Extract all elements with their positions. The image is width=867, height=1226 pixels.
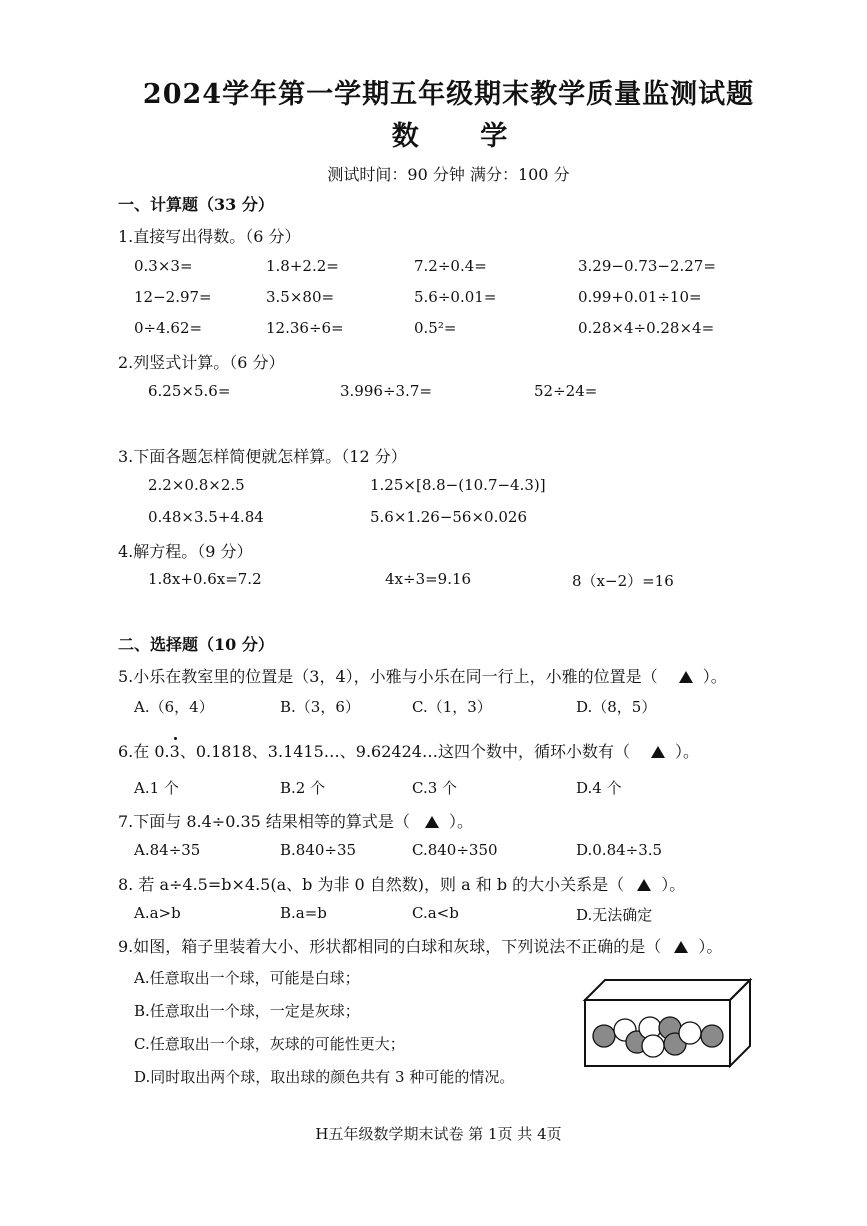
option-a: A.1 个 (134, 779, 179, 797)
calc-item: 0.5²= (414, 319, 457, 337)
option-d: D.（8，5） (576, 698, 657, 716)
calc-item: 5.6×1.26−56×0.026 (370, 508, 527, 526)
question-stem-pre: 6.在 0. (118, 742, 170, 761)
calc-item: 3.29−0.73−2.27= (578, 257, 716, 275)
question-stem: 、0.1818、3.1415…、9.62424…这四个数中，循环小数有（ (179, 742, 630, 761)
question-end: ）。 (702, 667, 727, 686)
question-title: 2.列竖式计算。（6 分） (118, 353, 285, 372)
option-d: D.4 个 (576, 779, 622, 797)
option-a: A.84÷35 (134, 841, 201, 859)
option-d: D.无法确定 (576, 906, 653, 924)
calc-item: 2.2×0.8×2.5 (148, 476, 245, 494)
answer-triangle-icon (637, 879, 651, 891)
gray-ball (701, 1025, 723, 1047)
calc-item: 3.996÷3.7= (340, 382, 432, 400)
answer-triangle-icon (679, 671, 693, 683)
question-text (118, 739, 699, 762)
question-title: 1.直接写出得数。（6 分） (118, 227, 301, 246)
option-c: C.任意取出一个球，灰球的可能性更大； (134, 1035, 405, 1053)
question-stem: 9.如图，箱子里装着大小、形状都相同的白球和灰球，下列说法不正确的是（ (118, 937, 662, 956)
option-b: B.任意取出一个球，一定是灰球； (134, 1002, 360, 1020)
equation-item: 4x÷3=9.16 (385, 570, 472, 588)
answer-triangle-icon (651, 746, 665, 758)
calc-item: 6.25×5.6= (148, 382, 231, 400)
option-d: D.同时取出两个球，取出球的颜色共有 3 种可能的情况。 (134, 1068, 515, 1086)
section-heading: 一、计算题（33 分） (118, 195, 274, 214)
option-c: C.840÷350 (412, 841, 498, 859)
white-ball (679, 1022, 701, 1044)
calc-item: 1.8+2.2= (266, 257, 339, 275)
gray-ball (593, 1025, 615, 1047)
calc-item: 0.28×4÷0.28×4= (578, 319, 715, 337)
calc-item: 12.36÷6= (266, 319, 344, 337)
repeating-digit: 3 (169, 742, 180, 761)
question-title: 3.下面各题怎样简便就怎样算。（12 分） (118, 447, 407, 466)
page-footer: H五年级数学期末试卷 第 1页 共 4页 (315, 1125, 562, 1143)
question-title: 4.解方程。（9 分） (118, 542, 253, 561)
equation-item: 1.8x+0.6x=7.2 (148, 570, 262, 588)
option-b: B.a=b (280, 904, 327, 922)
calc-item: 12−2.97= (134, 288, 212, 306)
calc-item: 0.99+0.01÷10= (578, 288, 702, 306)
option-b: B.（3，6） (280, 698, 360, 716)
calc-item: 1.25×[8.8−(10.7−4.3)] (370, 476, 546, 494)
question-end: ）。 (675, 742, 700, 761)
calc-item: 0.48×3.5+4.84 (148, 508, 264, 526)
calc-item: 5.6÷0.01= (414, 288, 497, 306)
option-d: D.0.84÷3.5 (576, 841, 663, 859)
section-heading: 二、选择题（10 分） (118, 635, 274, 654)
question-stem: 5.小乐在教室里的位置是（3，4），小雅与小乐在同一行上，小雅的位置是（ (118, 667, 658, 686)
option-b: B.2 个 (280, 779, 326, 797)
exam-title: 2024学年第一学期五年级期末教学质量监测试题 (142, 79, 755, 110)
option-a: A.a>b (134, 904, 181, 922)
ball-box-figure (580, 978, 755, 1070)
box-side (730, 980, 750, 1066)
question-text (118, 664, 727, 687)
equation-item: 8（x−2）=16 (572, 572, 674, 590)
option-a: A.（6，4） (134, 698, 214, 716)
question-text (118, 872, 685, 895)
box-top (585, 980, 750, 1000)
question-end: ）。 (698, 937, 723, 956)
calc-item: 3.5×80= (266, 288, 335, 306)
answer-triangle-icon (425, 816, 439, 828)
option-c: C.（1，3） (412, 698, 492, 716)
white-ball (642, 1035, 664, 1057)
calc-item: 0÷4.62= (134, 319, 203, 337)
option-b: B.840÷35 (280, 841, 357, 859)
question-text (118, 934, 722, 957)
option-a: A.任意取出一个球，可能是白球； (134, 969, 360, 987)
calc-item: 7.2÷0.4= (414, 257, 487, 275)
calc-item: 0.3×3= (134, 257, 193, 275)
calc-item: 52÷24= (534, 382, 598, 400)
answer-triangle-icon (674, 941, 688, 953)
question-text (118, 809, 473, 832)
option-c: C.3 个 (412, 779, 458, 797)
subject-title: 数 学 (391, 121, 534, 152)
option-c: C.a<b (412, 904, 459, 922)
exam-info: 测试时间：90 分钟 满分：100 分 (327, 165, 570, 184)
question-end: ）。 (449, 812, 474, 831)
question-end: ）。 (661, 875, 686, 894)
question-stem: 8. 若 a÷4.5=b×4.5(a、b 为非 0 自然数)，则 a 和 b 的大小关系是（ (118, 875, 625, 894)
question-stem: 7.下面与 8.4÷0.35 结果相等的算式是（ (118, 812, 410, 831)
